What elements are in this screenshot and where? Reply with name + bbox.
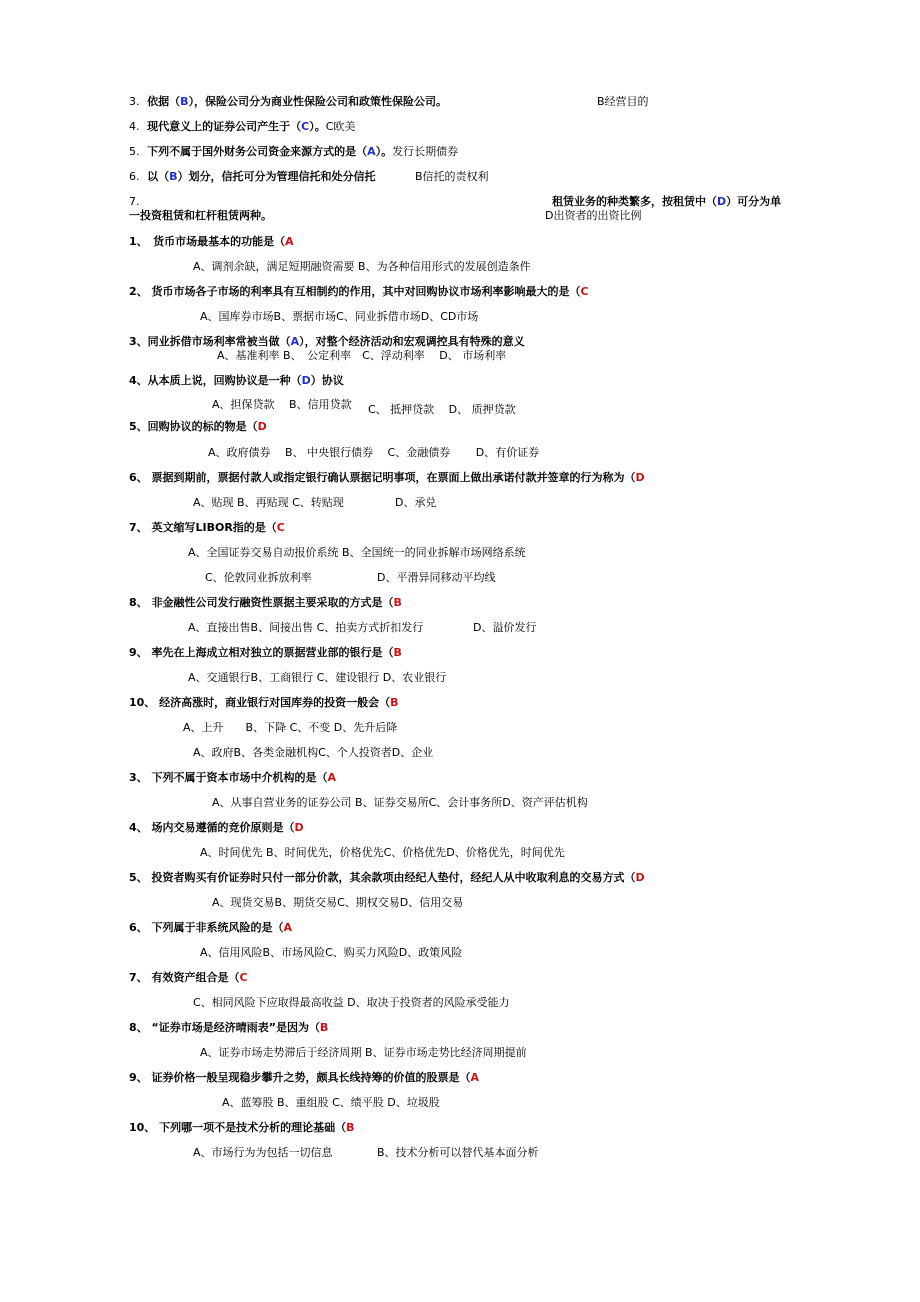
- s2-q6: 6、 下列属于非系统风险的是（A: [129, 921, 292, 934]
- s1-q9-options: A、交通银行B、工商银行 C、建设银行 D、农业银行: [188, 671, 447, 684]
- top-item-7-line2: 一投资租赁和杠杆租赁两种。: [129, 209, 272, 222]
- s2-q3-options: A、从事自营业务的证券公司 B、证券交易所C、会计事务所D、资产评估机构: [212, 796, 588, 809]
- top-item-7-num: 7.: [129, 195, 140, 208]
- s2-q3: 3、 下列不属于资本市场中介机构的是（A: [129, 771, 336, 784]
- s1-q3-options: A、基准利率 B、 公定利率 C、浮动利率 D、 市场利率: [217, 349, 507, 362]
- s1-q7-options-c: D、平滑异同移动平均线: [377, 571, 496, 584]
- s1-q5: 5、回购协议的标的物是（D: [129, 420, 267, 433]
- s1-q7: 7、 英文缩写LIBOR指的是（C: [129, 521, 285, 534]
- s1-q1: 1、 货币市场最基本的功能是（A: [129, 235, 294, 248]
- s1-q9: 9、 率先在上海成立相对独立的票据营业部的银行是（B: [129, 646, 402, 659]
- s1-q6: 6、 票据到期前，票据付款人或指定银行确认票据记明事项，在票面上做出承诺付款并签章的行为称为（D: [129, 471, 645, 484]
- s2-q5-options: A、现货交易B、期货交易C、期权交易D、信用交易: [212, 896, 464, 909]
- s1-q3: 3、同业拆借市场利率常被当做（A），对整个经济活动和宏观调控具有特殊的意义: [129, 335, 525, 348]
- s2-q6-options: A、信用风险B、市场风险C、购买力风险D、政策风险: [200, 946, 463, 959]
- s2-q9-options: A、蓝筹股 B、重组股 C、绩平股 D、垃圾股: [222, 1096, 440, 1109]
- s2-q9: 9、 证券价格一般呈现稳步攀升之势，颇具长线持筹的价值的股票是（A: [129, 1071, 479, 1084]
- s1-q1-options: A、调剂余缺，满足短期融资需要 B、为各种信用形式的发展创造条件: [193, 260, 531, 273]
- s2-q4-options: A、时间优先 B、时间优先，价格优先C、价格优先D、价格优先，时间优先: [200, 846, 565, 859]
- s1-q8-options-b: D、溢价发行: [473, 621, 537, 634]
- top-item-5: 5. 下列不属于国外财务公司资金来源方式的是（A）。发行长期债券: [129, 145, 459, 158]
- s2-q5: 5、 投资者购买有价证券时只付一部分价款，其余款项由经纪人垫付，经纪人从中收取利息的交易方式（D: [129, 871, 645, 884]
- s1-q10: 10、 经济高涨时，商业银行对国库券的投资一般会（B: [129, 696, 399, 709]
- s1-q8-options-a: A、直接出售B、间接出售 C、拍卖方式折扣发行: [188, 621, 424, 634]
- s1-q4-options-a: A、担保贷款 B、信用贷款: [212, 398, 352, 411]
- top-item-7-note: D出资者的出资比例: [545, 209, 642, 222]
- s2-q8: 8、 “证券市场是经济晴雨表”是因为（B: [129, 1021, 329, 1034]
- s2-q10-options-a: A、市场行为为包括一切信息: [193, 1146, 333, 1159]
- s1-q4: 4、从本质上说，回购协议是一种（D）协议: [129, 374, 344, 387]
- s2-q4: 4、 场内交易遵循的竞价原则是（D: [129, 821, 304, 834]
- s1-q10-options-b: A、政府B、各类金融机构C、个人投资者D、企业: [193, 746, 434, 759]
- s1-q4-options-b: C、 抵押贷款 D、 质押贷款: [368, 403, 516, 416]
- s1-q2-options: A、国库券市场B、票据市场C、同业拆借市场D、CD市场: [200, 310, 479, 323]
- s1-q7-options-b: C、伦敦同业拆放利率: [205, 571, 312, 584]
- s2-q7: 7、 有效资产组合是（C: [129, 971, 248, 984]
- s1-q6-options-b: D、承兑: [395, 496, 437, 509]
- s1-q6-options-a: A、贴现 B、再贴现 C、转贴现: [193, 496, 344, 509]
- top-item-7: 租赁业务的种类繁多，按租赁中（D）可分为单: [552, 195, 782, 208]
- s1-q8: 8、 非金融性公司发行融资性票据主要采取的方式是（B: [129, 596, 402, 609]
- s1-q2: 2、 货币市场各子市场的利率具有互相制约的作用，其中对回购协议市场利率影响最大的是（C: [129, 285, 589, 298]
- s2-q10: 10、 下列哪一项不是技术分析的理论基础（B: [129, 1121, 355, 1134]
- s1-q5-options: A、政府债券 B、 中央银行债券 C、金融债券 D、有价证券: [208, 446, 540, 459]
- s1-q7-options-a: A、全国证券交易自动报价系统 B、全国统一的同业拆解市场网络系统: [188, 546, 526, 559]
- top-item-6-note: B信托的责权利: [415, 170, 489, 183]
- top-item-3: 3. 依据（B），保险公司分为商业性保险公司和政策性保险公司。: [129, 95, 448, 108]
- top-item-3-note: B经营目的: [597, 95, 649, 108]
- top-item-4: 4. 现代意义上的证券公司产生于（C）。C欧美: [129, 120, 356, 133]
- top-item-6: 6. 以（B）划分，信托可分为管理信托和处分信托: [129, 170, 376, 183]
- s2-q8-options: A、证券市场走势滞后于经济周期 B、证券市场走势比经济周期提前: [200, 1046, 527, 1059]
- s1-q10-options-a: A、上升 B、下降 C、不变 D、先升后降: [183, 721, 398, 734]
- s2-q7-options: C、相同风险下应取得最高收益 D、取决于投资者的风险承受能力: [193, 996, 510, 1009]
- s2-q10-options-b: B、技术分析可以替代基本面分析: [377, 1146, 539, 1159]
